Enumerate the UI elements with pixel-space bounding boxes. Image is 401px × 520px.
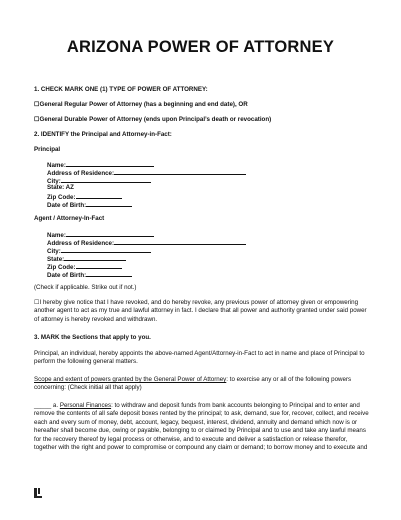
principal-zip-field[interactable]: Zip Code: <box>47 192 122 201</box>
section-3-heading: 3. MARK the Sections that apply to you. <box>34 334 151 341</box>
principal-label: Principal <box>34 146 61 153</box>
agent-label: Agent / Attorney-In-Fact <box>34 215 105 222</box>
document-title: ARIZONA POWER OF ATTORNEY <box>66 38 335 56</box>
personal-finances-paragraph <box>34 402 370 452</box>
principal-state-field: State: AZ <box>47 184 74 191</box>
brand-logo-icon <box>34 488 42 498</box>
agent-address-field[interactable]: Address of Residence: <box>47 238 246 247</box>
revoke-note: (Check if applicable. Strike out if not.) <box>34 284 137 291</box>
principal-address-field[interactable]: Address of Residence: <box>47 168 246 177</box>
principal-city-field[interactable]: City: <box>47 176 151 185</box>
section-2-heading: 2. IDENTIFY the Principal and Attorney-in-Fact: <box>34 131 172 138</box>
agent-dob-field[interactable]: Date of Birth: <box>47 270 132 279</box>
agent-state-field[interactable]: State: <box>47 254 126 263</box>
principal-dob-field[interactable]: Date of Birth: <box>47 200 132 209</box>
option-general-durable[interactable]: ☐General Durable Power of Attorney (ends upon Principal’s death or revocation) <box>34 116 272 123</box>
finances-label: Personal Finances <box>59 402 112 409</box>
principal-name-field[interactable]: Name: <box>47 160 154 169</box>
scope-paragraph <box>34 376 370 393</box>
option-general-regular[interactable]: ☐General Regular Power of Attorney (has a beginning and end date), OR <box>34 101 248 108</box>
agent-name-field[interactable]: Name: <box>47 230 154 239</box>
agent-city-field[interactable]: City: <box>47 246 151 255</box>
finances-initial-blank[interactable]: _____ a. <box>34 402 59 409</box>
scope-rest: : to exercise any or all of the following powers concerning: (Check initial all that apply) <box>34 376 352 392</box>
revoke-checkbox-text[interactable]: ☐I hereby give notice that I have revoked, and do hereby revoke, any previous power of attorney given or empowering another agent to act as my true and lawful attorney in fact. I declare that all power and authority granted under said power of attorney is hereby revoked and withdrawn. <box>34 299 367 323</box>
scope-underlined: Scope and extent of powers granted by the General Power of Attorney <box>34 376 227 383</box>
finances-text: : to withdraw and deposit funds from bank accounts belonging to Principal and to enter and remove the contents of all safe deposit boxes rented by the principal; to ask, demand, sue for, recover, collect, and receive each and every sum of money, debt, account, legacy, bequest, interest, dividend, annuity and demand which now is or hereafter shall become due, owing or payable, belonging to or claimed by Principal and to use and take any lawful means for the recovery thereof by legal process or otherwise, and to execute and deliver a satisfaction or release therefor, together with the right and power to compromise or compound any claim or demand; to borrow money and to execute and <box>34 402 369 452</box>
agent-zip-field[interactable]: Zip Code: <box>47 262 122 271</box>
section-3-intro: Principal, an individual, hereby appoints the above-named Agent/Attorney-in-Fact to act in name and place of Principal to perform the following general matters. <box>34 350 365 366</box>
section-1-heading: 1. CHECK MARK ONE (1) TYPE OF POWER OF ATTORNEY: <box>34 86 208 93</box>
